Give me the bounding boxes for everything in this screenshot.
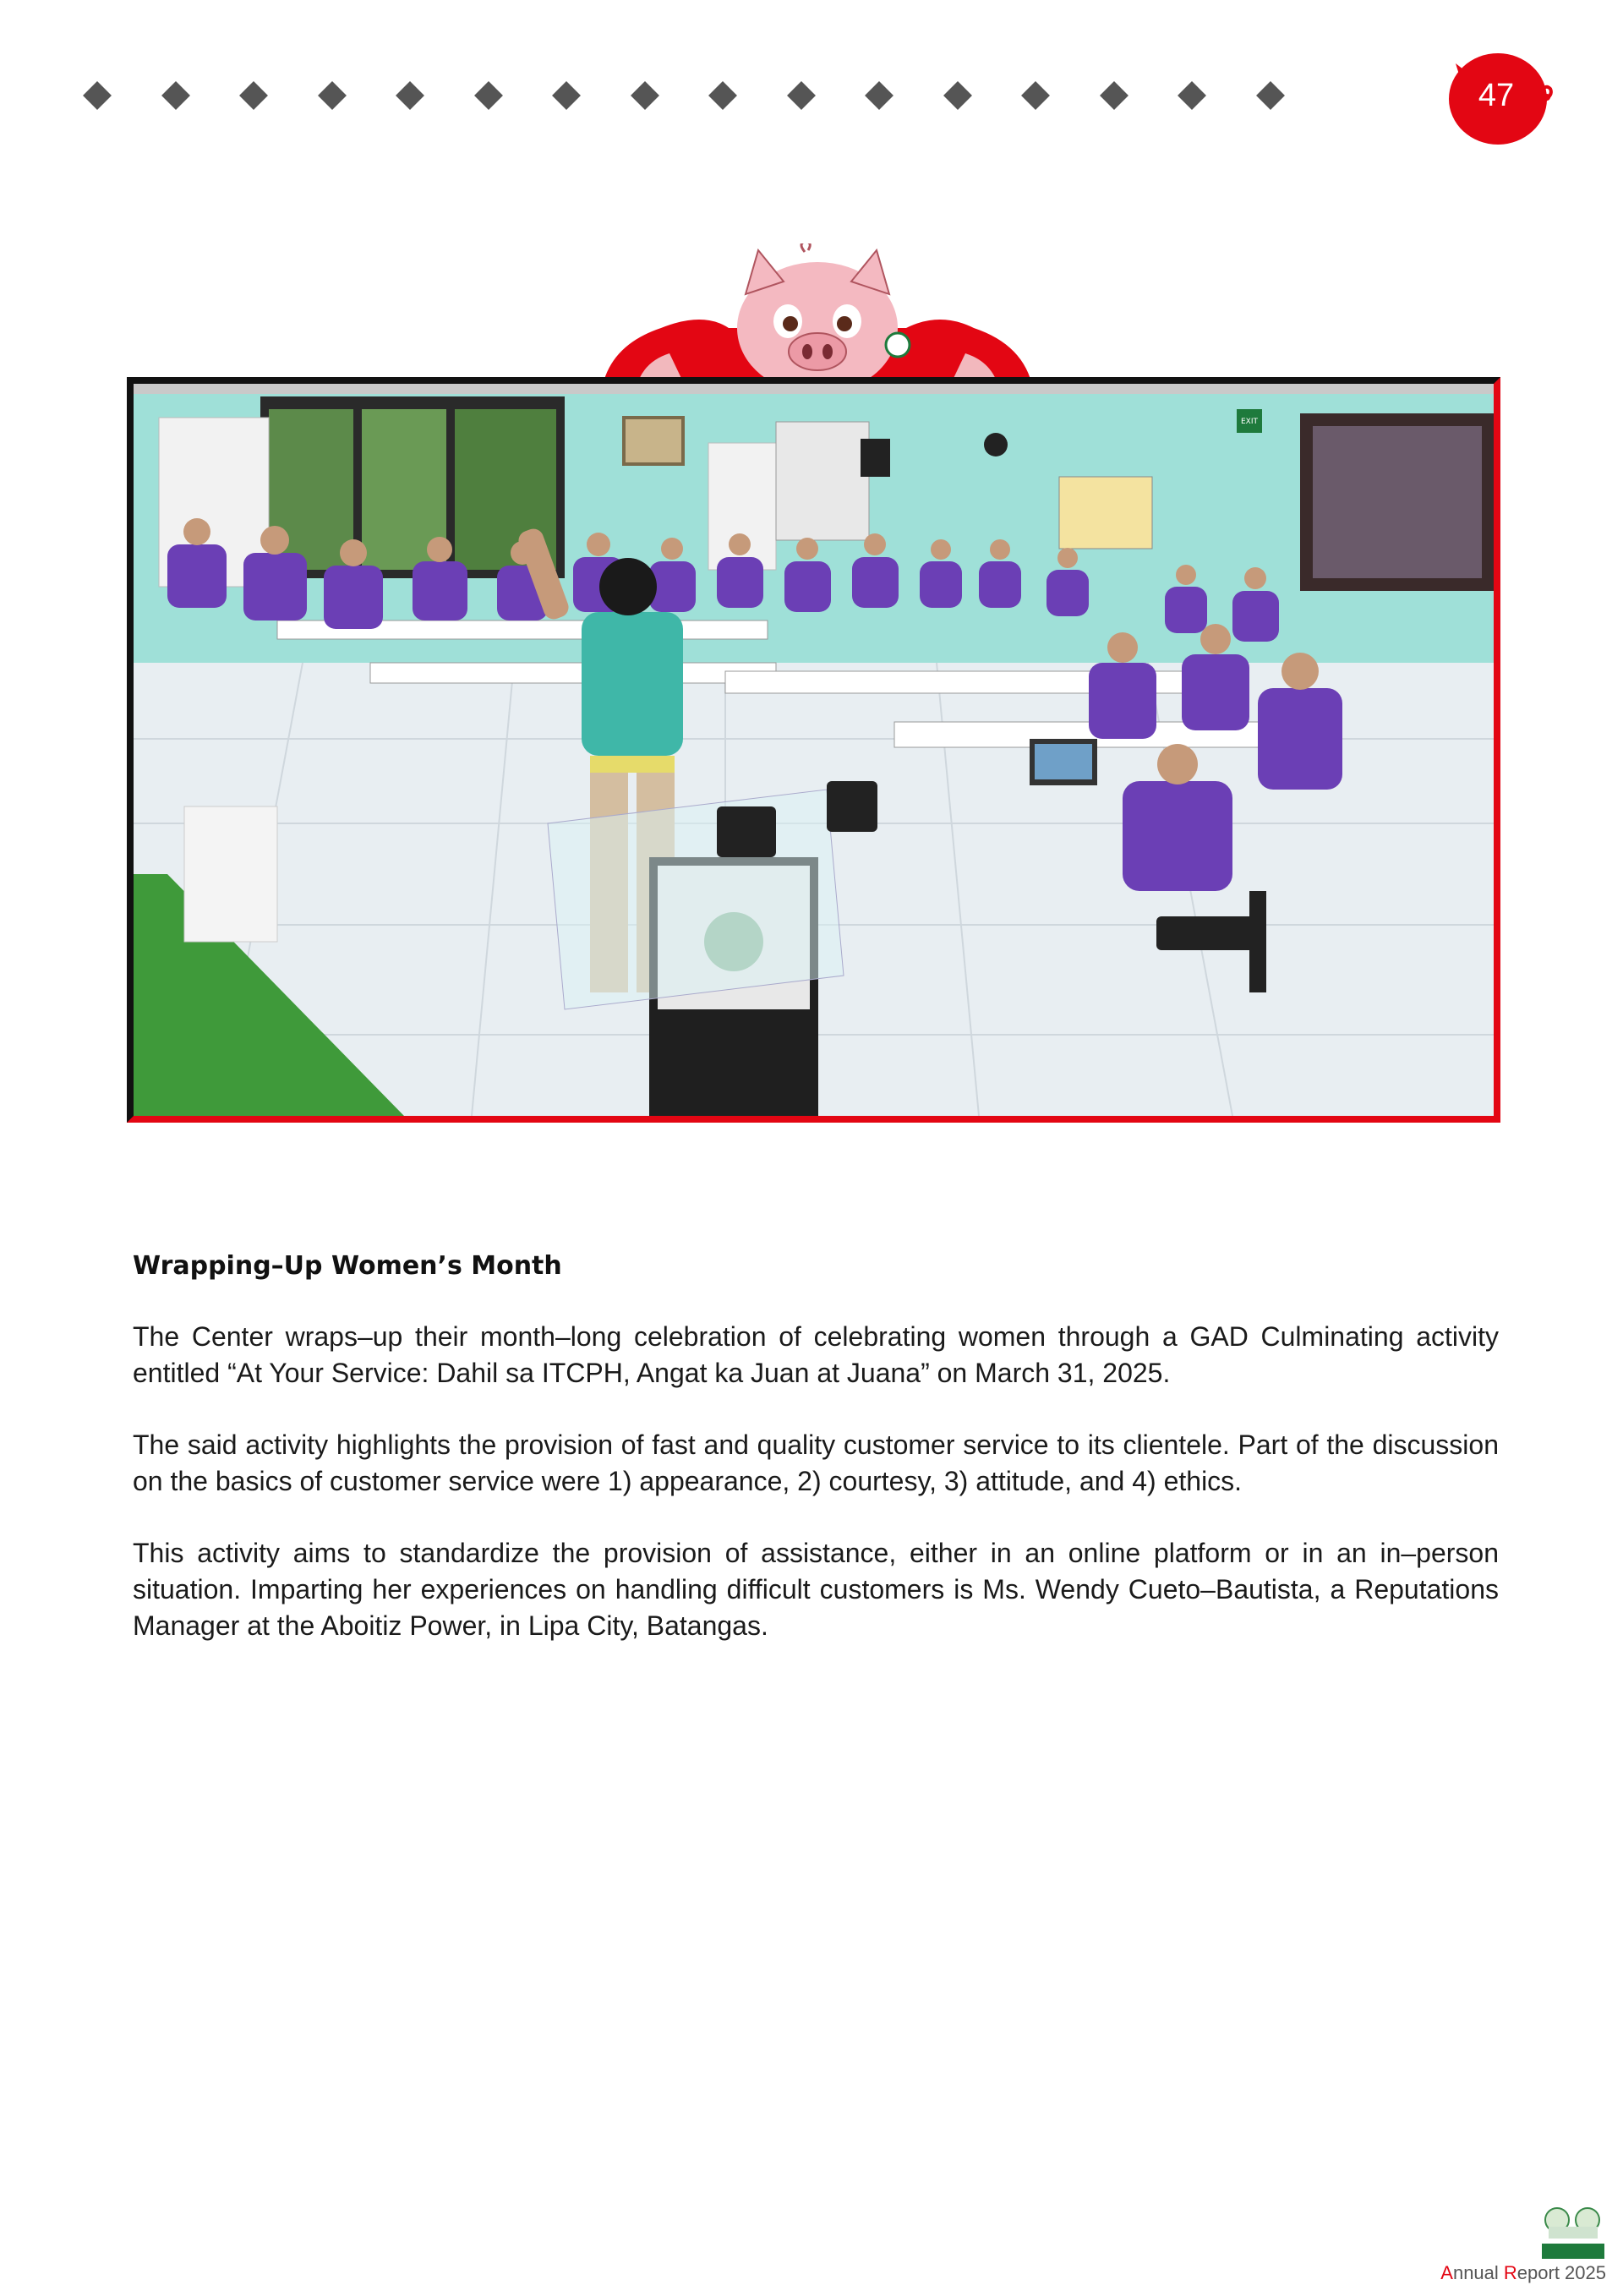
ati-itcph-logo	[1540, 2205, 1606, 2260]
article-paragraph-3: This activity aims to standardize the provision of assistance, either in an online platform or in an in–person situation. Imparting her experiences on handling difficult customers is Ms. Wendy Cueto–Bautista, a Reputations Manager at the Aboitiz Power, in Lipa City, Batangas.	[133, 1538, 1499, 1641]
footer-word-annual: nnual	[1452, 2262, 1504, 2283]
header-diamond	[1100, 81, 1128, 110]
header-diamond	[396, 81, 424, 110]
classroom-photo-illustration	[134, 384, 1494, 1116]
header-diamond	[239, 81, 268, 110]
event-photo	[127, 377, 1500, 1123]
footer-letter-r: R	[1503, 2262, 1517, 2283]
header-diamond-row	[87, 85, 1304, 114]
footer-word-report: eport 2025	[1516, 2262, 1606, 2283]
header-diamond	[1256, 81, 1285, 110]
header-diamond	[1021, 81, 1050, 110]
article-heading: Wrapping–Up Women’s Month	[133, 1251, 562, 1281]
article-paragraph-2: The said activity highlights the provision of fast and quality customer service to its clientele. Part of the discussion on the basics of customer service were 1) appearance, 2) courtesy, 3) attitude, and 4) ethics.	[133, 1430, 1499, 1496]
header-diamond	[865, 81, 893, 110]
header-diamond	[83, 81, 112, 110]
header-diamond	[708, 81, 737, 110]
header-diamond	[552, 81, 581, 110]
header-diamond	[1178, 81, 1206, 110]
footer-report-title	[1440, 2262, 1606, 2284]
exit-sign-text: EXIT	[1240, 418, 1259, 426]
header-diamond	[631, 81, 659, 110]
article-body	[133, 1249, 1499, 1680]
footer-letter-a: A	[1440, 2262, 1453, 2283]
header-diamond	[787, 81, 816, 110]
header-diamond	[943, 81, 972, 110]
header-diamond	[161, 81, 190, 110]
article-paragraph-1: The Center wraps–up their month–long celebration of celebrating women through a GAD Culminating activity entitled “At Your Service: Dahil sa ITCPH, Angat ka Juan at Juana” on March 31, 2025.	[133, 1321, 1499, 1388]
header-diamond	[318, 81, 347, 110]
pig-mascot-illustration	[602, 243, 1033, 389]
page-number: 47	[1478, 78, 1515, 113]
header-diamond	[474, 81, 503, 110]
